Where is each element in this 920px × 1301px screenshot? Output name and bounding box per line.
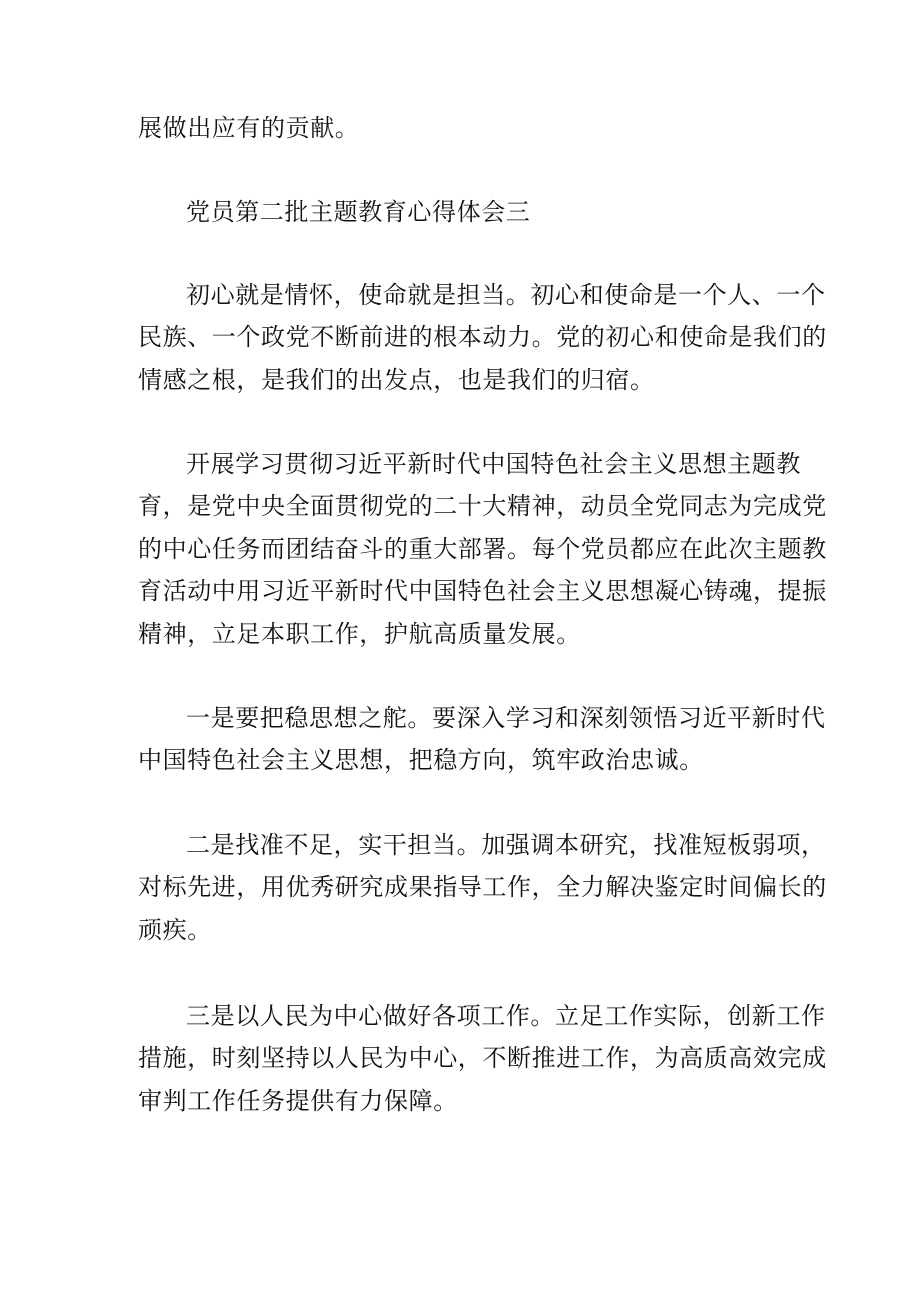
text-line: 情感之根，是我们的出发点，也是我们的归宿。 <box>138 366 655 394</box>
text-line: 初心就是情怀，使命就是担当。初心和使命是一个人、一个 <box>186 281 826 309</box>
text-line: 二是找准不足，实干担当。加强调本研究，找准短板弱项， <box>186 831 826 859</box>
text-line: 中国特色社会主义思想，把稳方向，筑牢政治忠诚。 <box>138 746 704 774</box>
text-line: 民族、一个政党不断前进的根本动力。党的初心和使命是我们的 <box>138 323 827 351</box>
text-line: 对标先进，用优秀研究成果指导工作，全力解决鉴定时间偏长的 <box>138 873 827 901</box>
text-line: 措施，时刻坚持以人民为中心，不断推进工作，为高质高效完成 <box>138 1044 827 1072</box>
text-line: 展做出应有的贡献。 <box>138 114 360 142</box>
section-title: 党员第二批主题教育心得体会三 <box>186 198 531 226</box>
text-line: 三是以人民为中心做好各项工作。立足工作实际，创新工作 <box>186 1002 826 1030</box>
text-line: 精神，立足本职工作，护航高质量发展。 <box>138 620 581 648</box>
text-line: 的中心任务而团结奋斗的重大部署。每个党员都应在此次主题教 <box>138 535 827 563</box>
text-line: 开展学习贯彻习近平新时代中国特色社会主义思想主题教 <box>186 450 801 478</box>
text-line: 育，是党中央全面贯彻党的二十大精神，动员全党同志为完成党 <box>138 492 827 520</box>
text-line: 一是要把稳思想之舵。要深入学习和深刻领悟习近平新时代 <box>186 704 826 732</box>
text-line: 审判工作任务提供有力保障。 <box>138 1087 458 1115</box>
text-line: 顽疾。 <box>138 916 212 944</box>
text-line: 育活动中用习近平新时代中国特色社会主义思想凝心铸魂，提振 <box>138 577 827 605</box>
